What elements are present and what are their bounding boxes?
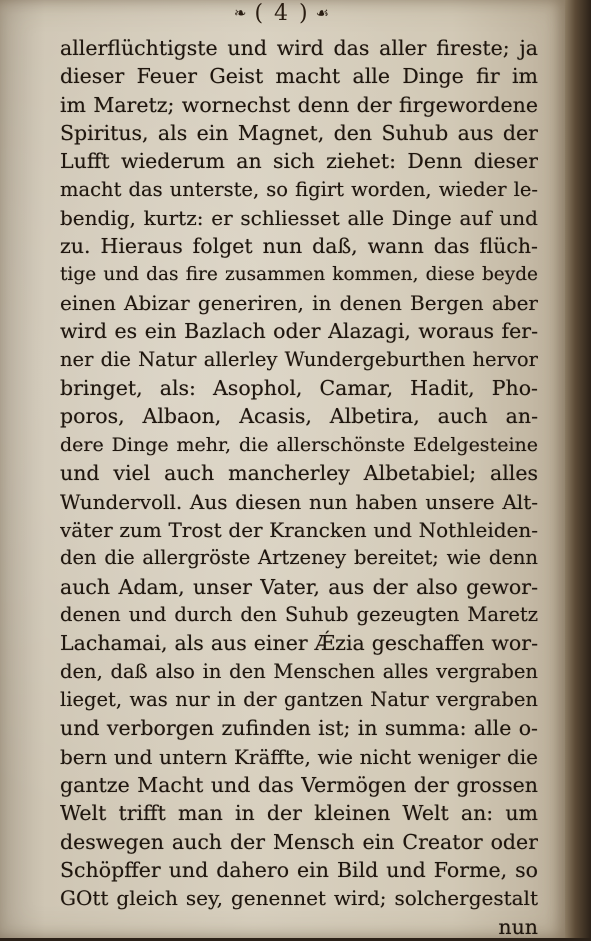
text-line: den die allergröste Artzeney bereitet; wie denn — [60, 546, 538, 570]
text-line: bern und untern Kräffte, wie nicht weniger die — [60, 744, 538, 769]
text-line: Lufft wiederum an sich ziehet: Denn dieser — [60, 149, 538, 174]
page-header — [0, 0, 565, 26]
page-number: ( 4 ) — [254, 0, 310, 26]
text-line: den, daß also in den Menschen alles vergraben — [60, 659, 538, 683]
text-line: bendig, kurtz: er schliesset alle Dinge auf und — [60, 206, 538, 231]
text-line: dieser Feuer Geist macht alle Dinge fir im — [60, 64, 538, 89]
text-line: Wundervoll. Aus diesen nun haben unsere Alt- — [60, 489, 538, 514]
text-line: im Maretz; wornechst denn der firgewordene — [60, 92, 538, 117]
text-line: allerflüchtigste und wird das aller fireste; ja — [60, 36, 538, 60]
text-line: deswegen auch der Mensch ein Creator oder — [60, 829, 538, 854]
text-line: Schöpffer und dahero ein Bild und Forme, so — [60, 857, 538, 882]
body-text — [60, 34, 538, 941]
right-ornament-icon: ☙ — [315, 4, 332, 22]
text-line: Welt trifft man in der kleinen Welt an: um — [60, 801, 538, 826]
text-line: auch Adam, unser Vater, aus der also gewor- — [60, 574, 538, 599]
text-line: wird es ein Bazlach oder Alazagi, woraus fer- — [60, 319, 538, 344]
text-line: Spiritus, als ein Magnet, den Suhub aus der — [60, 121, 538, 146]
text-line: tige und das fire zusammen kommen, diese beyde — [60, 263, 538, 285]
catchword: nun — [498, 914, 538, 939]
text-line: väter zum Trost der Krancken und Nothleiden- — [60, 517, 538, 542]
left-ornament-icon: ❧ — [233, 4, 249, 22]
text-line: denen und durch den Suhub gezeugten Maretz — [60, 602, 538, 626]
text-line: GOtt gleich sey, genennet wird; solchergestalt — [60, 886, 538, 911]
text-line: und verborgen zufinden ist; in summa: alle o- — [60, 716, 538, 741]
text-line: zu. Hieraus folget nun daß, wann das flüch- — [60, 234, 538, 259]
text-line: dere Dinge mehr, die allerschönste Edelgesteine — [60, 433, 538, 456]
text-line: poros, Albaon, Acasis, Albetira, auch an- — [60, 404, 538, 429]
text-line: und viel auch mancherley Albetabiel; alles — [60, 461, 538, 486]
text-line: macht das unterste, so figirt worden, wieder le- — [60, 177, 538, 201]
page-edge — [565, 0, 591, 938]
text-line: Lachamai, als aus einer Ǽzia geschaffen wor- — [60, 631, 538, 656]
text-line: einen Abizar generiren, in denen Bergen aber — [60, 291, 538, 316]
text-line: bringet, als: Asophol, Camar, Hadit, Pho- — [60, 376, 538, 401]
text-line: ner die Natur allerley Wundergeburthen hervor — [60, 347, 538, 371]
text-line: lieget, was nur in der gantzen Natur vergraben — [60, 687, 538, 711]
text-line: gantze Macht und das Vermögen der grossen — [60, 772, 538, 797]
